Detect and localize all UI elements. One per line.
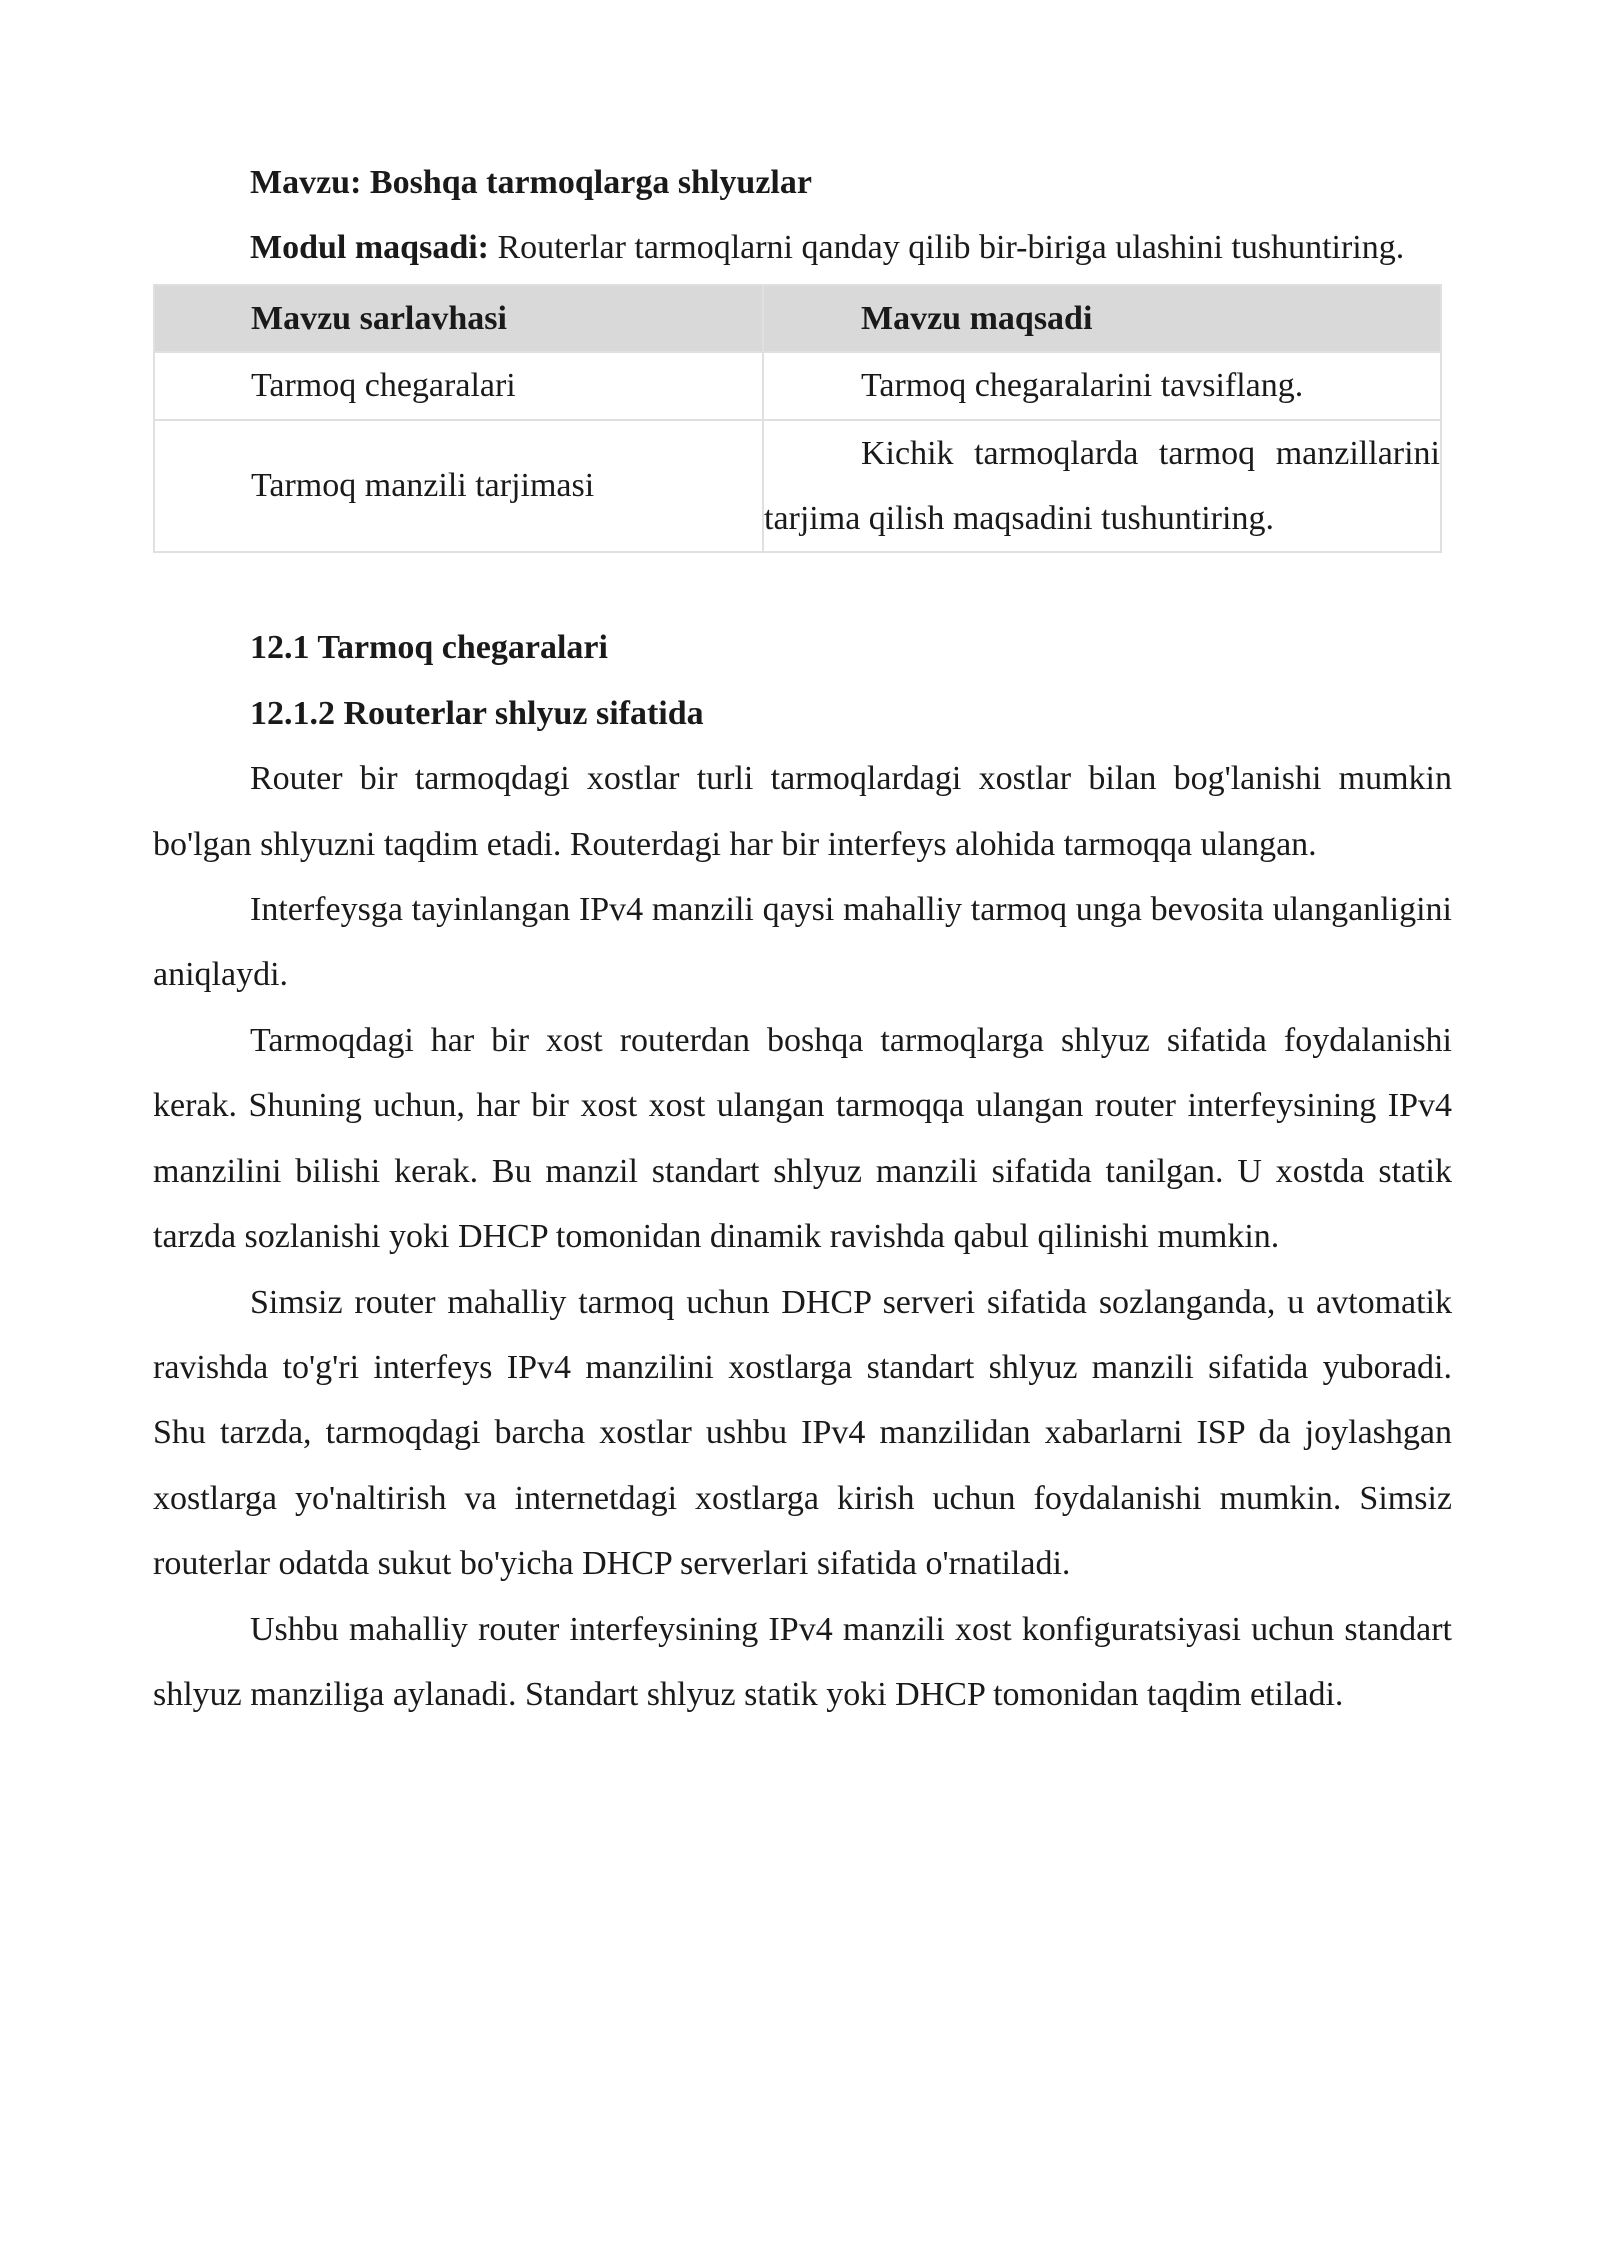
table-header-goal: Mavzu maqsadi <box>861 299 1093 337</box>
module-goal <box>153 215 1452 280</box>
module-goal-text: Routerlar tarmoqlarni qanday qilib bir-biriga ulashini tushuntiring. <box>489 229 1405 267</box>
section-subheading: 12.1.2 Routerlar shlyuz sifatida <box>250 694 704 732</box>
table-row <box>154 420 1441 553</box>
table-cell-goal <box>763 352 1441 419</box>
table-header-row <box>154 285 1441 352</box>
body-paragraph: Simsiz router mahalliy tarmoq uchun DHCP serveri sifatida sozlanganda, u avtomatik ravishda to'g'ri interfeys IPv4 manzilini xostlarga standart shlyuz manzili sifatida yuboradi. Shu tarzda, tarmoqdagi barcha xostlar ushbu IPv4 manzilidan xabarlarni ISP da joylashgan xostlarga yo'naltirish va internetdagi xostlarga kirish uchun foydalanishi mumkin. Simsiz routerlar odatda sukut bo'yicha DHCP serverlari sifatida o'rnatiladi. <box>153 1283 1452 1583</box>
table-cell-title: Tarmoq chegaralari <box>154 352 763 419</box>
table-header-goal-cell <box>763 285 1441 352</box>
body-paragraph: Tarmoqdagi har bir xost routerdan boshqa tarmoqlarga shlyuz sifatida foydalanishi kerak. Shuning uchun, har bir xost xost ulangan tarmoqqa ulangan router interfeysining IPv4 manzilini bilishi kerak. Bu manzil standart shlyuz manzili sifatida tanilgan. U xostda statik tarzda sozlanishi yoki DHCP tomonidan dinamik ravishda qabul qilinishi mumkin. <box>153 1021 1452 1256</box>
table-header-title: Mavzu sarlavhasi <box>154 285 763 352</box>
table-cell-goal <box>763 420 1441 553</box>
table-row <box>154 352 1441 419</box>
table-cell-title: Tarmoq manzili tarjimasi <box>154 420 763 553</box>
body-paragraph: Router bir tarmoqdagi xostlar turli tarmoqlardagi xostlar bilan bog'lanishi mumkin bo'lgan shlyuzni taqdim etadi. Routerdagi har bir interfeys alohida tarmoqqa ulangan. <box>153 760 1452 863</box>
topic-title: Mavzu: Boshqa tarmoqlarga shlyuzlar <box>250 164 812 201</box>
table-cell-goal-text: Tarmoq chegaralarini tavsiflang. <box>861 367 1304 405</box>
table-cell-goal-text: Kichik tarmoqlarda tarmoq manzillarini tarjima qilish maqsadini tushuntiring. <box>764 434 1440 538</box>
topics-table <box>153 284 1442 554</box>
section-heading: 12.1 Tarmoq chegaralari <box>250 629 608 667</box>
module-goal-label: Modul maqsadi: <box>250 229 489 267</box>
body-paragraph: Ushbu mahalliy router interfeysining IPv4 manzili xost konfiguratsiyasi uchun standart shlyuz manziliga aylanadi. Standart shlyuz statik yoki DHCP tomonidan taqdim etiladi. <box>153 1610 1452 1713</box>
body-paragraph: Interfeysga tayinlangan IPv4 manzili qaysi mahalliy tarmoq unga bevosita ulanganligini aniqlaydi. <box>153 891 1452 994</box>
